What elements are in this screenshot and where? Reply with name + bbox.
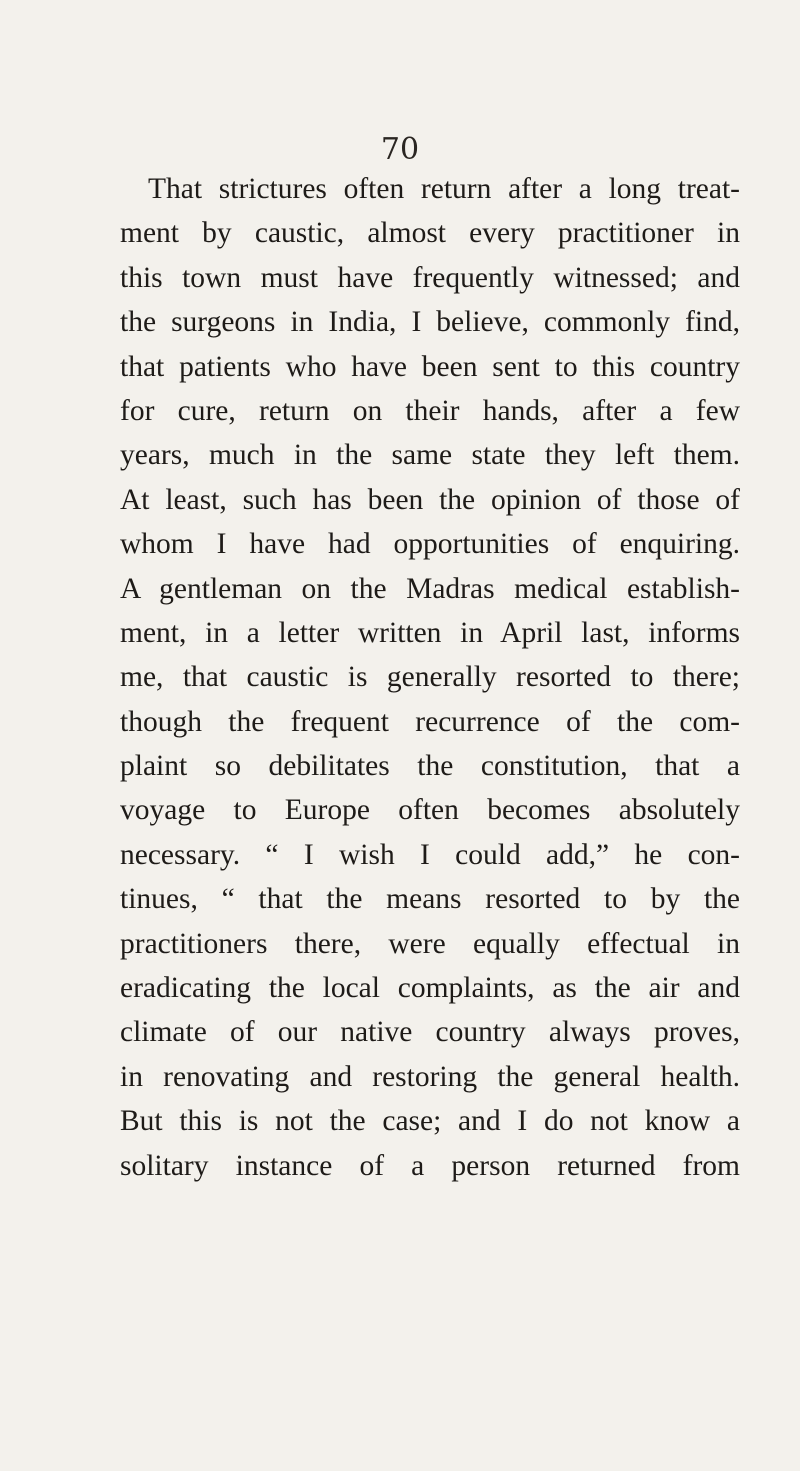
body-text bbox=[120, 167, 740, 1188]
text-line: necessary. “ I wish I could add,” he con- bbox=[120, 838, 740, 871]
text-line: this town must have frequently witnessed; and bbox=[120, 261, 740, 294]
text-line: in renovating and restoring the general health. bbox=[120, 1060, 740, 1093]
text-line: me, that caustic is generally resorted to there; bbox=[120, 661, 740, 694]
text-line: tinues, “ that the means resorted to by the bbox=[120, 883, 740, 916]
text-line: At least, such has been the opinion of those of bbox=[120, 483, 740, 516]
text-line: though the frequent recurrence of the com- bbox=[120, 705, 740, 738]
text-line: ment, in a letter written in April last, informs bbox=[120, 616, 740, 649]
text-line: eradicating the local complaints, as the air and bbox=[120, 972, 740, 1005]
text-line: plaint so debilitates the constitution, that a bbox=[120, 750, 740, 783]
text-line: A gentleman on the Madras medical establish- bbox=[120, 572, 740, 605]
page-number: 70 bbox=[380, 132, 420, 167]
text-line: voyage to Europe often becomes absolutely bbox=[120, 794, 740, 827]
text-line: practitioners there, were equally effectual in bbox=[120, 927, 740, 960]
text-line: climate of our native country always proves, bbox=[120, 1016, 740, 1049]
text-line: That strictures often return after a long treat- bbox=[148, 173, 740, 205]
text-line: whom I have had opportunities of enquiring. bbox=[120, 528, 740, 561]
text-line: for cure, return on their hands, after a few bbox=[120, 394, 740, 427]
text-line: years, much in the same state they left them. bbox=[120, 439, 740, 472]
text-line: But this is not the case; and I do not know a bbox=[120, 1105, 740, 1138]
text-line: that patients who have been sent to this country bbox=[120, 350, 740, 383]
text-line: the surgeons in India, I believe, commonly find, bbox=[120, 306, 740, 339]
text-line: solitary instance of a person returned from bbox=[120, 1149, 740, 1182]
text-line: ment by caustic, almost every practitioner in bbox=[120, 217, 740, 250]
